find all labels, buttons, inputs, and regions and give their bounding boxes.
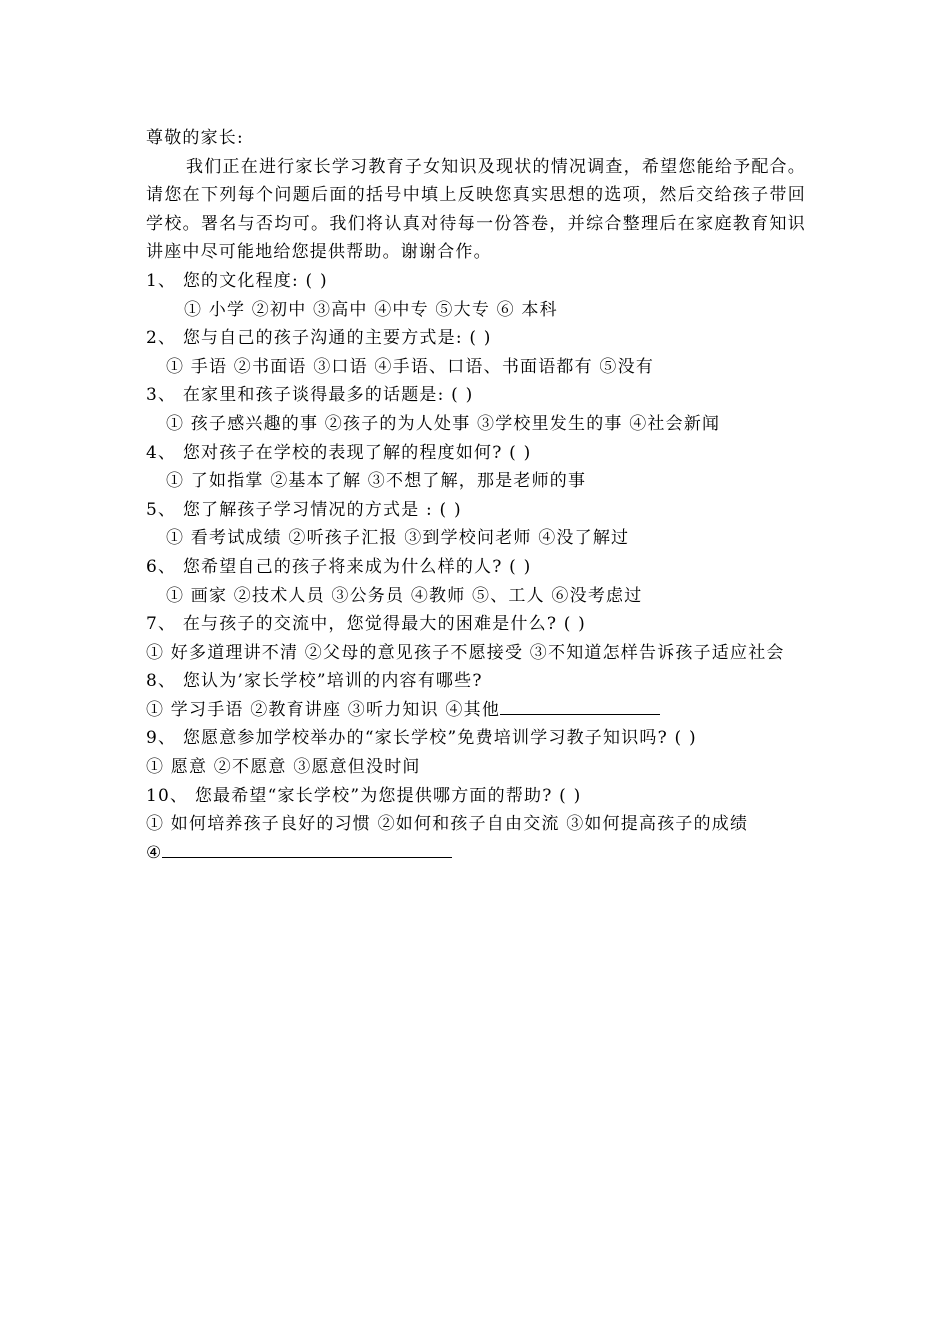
question-7: 7、 在与孩子的交流中，您觉得最大的困难是什么? ( ): [146, 614, 587, 635]
question-8-options: [146, 696, 806, 725]
help-answer-blank[interactable]: [162, 839, 452, 858]
question-7-options: ① 好多道理讲不清 ②父母的意见孩子不愿接受 ③不知道怎样告诉孩子适应社会: [146, 642, 785, 663]
question-5: 5、 您了解孩子学习情况的方式是 : ( ): [146, 499, 462, 520]
question-8: 8、 您认为’家长学校”培训的内容有哪些?: [146, 671, 483, 692]
question-10: 10、 您最希望“家长学校”为您提供哪方面的帮助? ( ): [146, 785, 582, 806]
question-9: 9、 您愿意参加学校举办的“家长学校”免费培训学习教子知识吗? ( ): [146, 728, 697, 749]
question-6: 6、 您希望自己的孩子将来成为什么样的人? ( ): [146, 556, 532, 577]
question-9-options: ① 愿意 ②不愿意 ③愿意但没时间: [146, 757, 421, 778]
question-5-options: ① 看考试成绩 ②听孩子汇报 ③到学校问老师 ④没了解过: [166, 528, 630, 549]
question-4: 4、 您对孩子在学校的表现了解的程度如何? ( ): [146, 442, 532, 463]
other-answer-blank[interactable]: [500, 696, 660, 715]
question-4-options: ① 了如指掌 ②基本了解 ③不想了解，那是老师的事: [166, 471, 587, 492]
question-10-other: [146, 839, 806, 868]
question-6-options: ① 画家 ②技术人员 ③公务员 ④教师 ⑤、工人 ⑥没考虑过: [166, 585, 643, 606]
question-1-options: ① 小学 ②初中 ③高中 ④中专 ⑤大专 ⑥ 本科: [184, 299, 558, 320]
question-8-options-text: ① 学习手语 ②教育讲座 ③听力知识 ④其他: [146, 699, 501, 720]
question-3-options: ① 孩子感兴趣的事 ②孩子的为人处事 ③学校里发生的事 ④社会新闻: [166, 413, 721, 434]
question-10-options: ① 如何培养孩子良好的习惯 ②如何和孩子自由交流 ③如何提高孩子的成绩: [146, 814, 749, 835]
question-2: 2、 您与自己的孩子沟通的主要方式是: ( ): [146, 328, 492, 349]
greeting: 尊敬的家长:: [146, 128, 244, 148]
intro-paragraph: 我们正在进行家长学习教育子女知识及现状的情况调查，希望您能给予配合。请您在下列每个问题后面的括号中填上反映您真实思想的选项，然后交给孩子带回学校。署名与否均可。我们将认真对待每一份答卷，并综合整理后在家庭教育知识讲座中尽可能地给您提供帮助。谢谢合作。: [146, 156, 806, 263]
question-2-options: ① 手语 ②书面语 ③口语 ④手语、口语、书面语都有 ⑤没有: [166, 356, 655, 377]
question-1: 1、 您的文化程度: ( ): [146, 270, 328, 291]
survey-document: [146, 124, 806, 867]
question-10-other-prefix: ④: [146, 842, 163, 863]
question-3: 3、 在家里和孩子谈得最多的话题是: ( ): [146, 385, 474, 406]
